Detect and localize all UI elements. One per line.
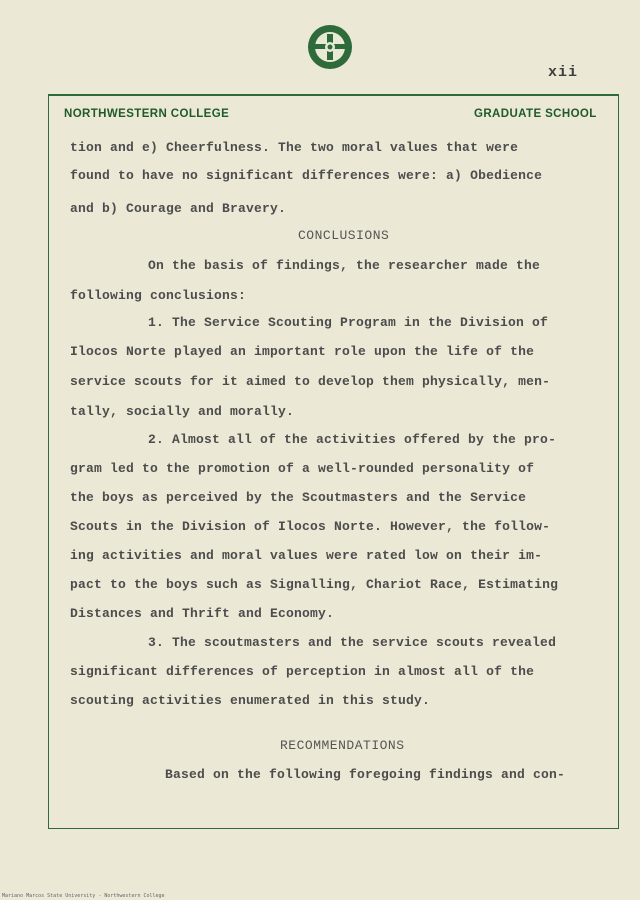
header-college-name: NORTHWESTERN COLLEGE xyxy=(64,108,230,120)
section-heading-conclusions: CONCLUSIONS xyxy=(298,228,390,243)
body-line: 2. Almost all of the activities offered by the pro- xyxy=(148,432,557,447)
body-line: service scouts for it aimed to develop them physically, men- xyxy=(70,374,551,389)
page-number: xii xyxy=(548,64,579,81)
college-seal-icon xyxy=(306,24,354,70)
body-line: found to have no significant differences were: a) Obedience xyxy=(70,168,543,183)
body-line: tion and e) Cheerfulness. The two moral values that were xyxy=(70,140,519,155)
body-line: Scouts in the Division of Ilocos Norte. However, the follow- xyxy=(70,519,551,534)
body-line: pact to the boys such as Signalling, Chariot Race, Estimating xyxy=(70,577,559,592)
body-line: significant differences of perception in almost all of the xyxy=(70,664,535,679)
body-line: tally, socially and morally. xyxy=(70,404,295,419)
body-line: scouting activities enumerated in this study. xyxy=(70,693,431,708)
body-line: Distances and Thrift and Economy. xyxy=(70,606,335,621)
body-line: ing activities and moral values were rated low on their im- xyxy=(70,548,543,563)
body-line: Ilocos Norte played an important role upon the life of the xyxy=(70,344,535,359)
body-line: 3. The scoutmasters and the service scouts revealed xyxy=(148,635,557,650)
body-line: and b) Courage and Bravery. xyxy=(70,201,287,216)
section-heading-recommendations: RECOMMENDATIONS xyxy=(280,738,405,753)
body-line: following conclusions: xyxy=(70,288,247,303)
scan-footer: Mariano Marcos State University - Northwestern College xyxy=(2,893,165,899)
body-line: 1. The Service Scouting Program in the Division of xyxy=(148,315,549,330)
body-line: gram led to the promotion of a well-rounded personality of xyxy=(70,461,535,476)
header-school-name: GRADUATE SCHOOL xyxy=(474,108,597,120)
body-line: Based on the following foregoing findings and con- xyxy=(165,767,566,782)
body-line: On the basis of findings, the researcher made the xyxy=(148,258,541,273)
body-line: the boys as perceived by the Scoutmasters and the Service xyxy=(70,490,527,505)
